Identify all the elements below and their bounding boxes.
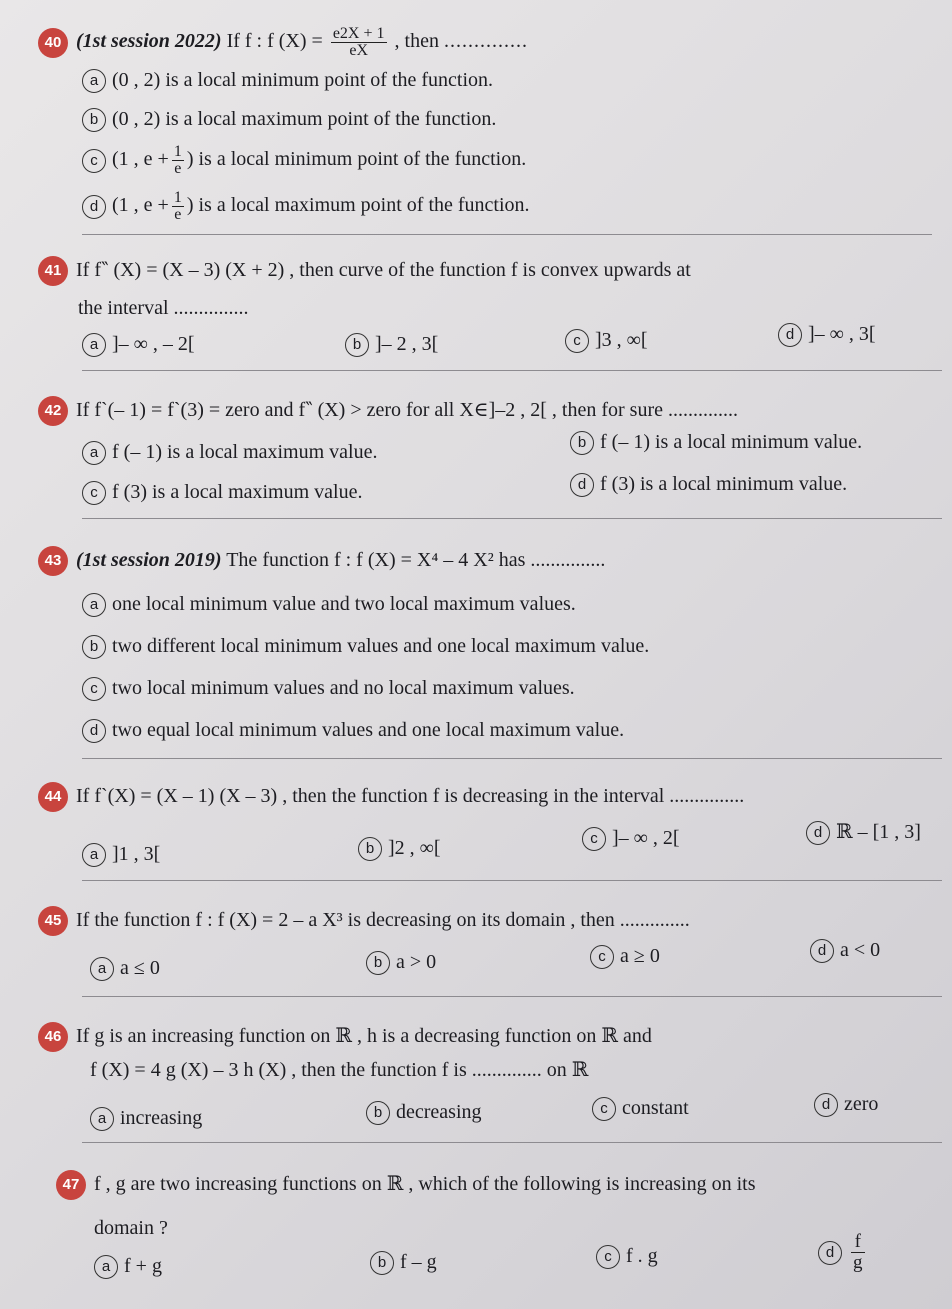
option-b[interactable]: b ]– 2 , 3[ (345, 330, 438, 358)
option-d[interactable]: d ]– ∞ , 3[ (778, 320, 876, 348)
question-number: 40 (38, 28, 68, 58)
option-c[interactable]: c a ≥ 0 (590, 942, 660, 970)
option-a[interactable]: a ]– ∞ , – 2[ (82, 330, 195, 358)
option-b[interactable]: b ]2 , ∞[ (358, 834, 441, 862)
question-40-stem: 40 (1st session 2022) If f : f (X) = $\frac{e2X + 1}{eX}$ , then .............. (38, 26, 528, 59)
option-d[interactable]: d ℝ – [1 , 3] (806, 818, 921, 846)
option-d[interactable]: d $\frac{f}{g}$ (818, 1232, 868, 1273)
option-b[interactable]: b f – g (370, 1248, 437, 1276)
option-d[interactable]: d f (3) is a local minimum value. (570, 470, 847, 498)
option-d[interactable]: d zero (814, 1090, 878, 1118)
option-b[interactable]: b a > 0 (366, 948, 436, 976)
question-number: 45 (38, 906, 68, 936)
option-c[interactable]: c (1 , e + $\frac{1}{e}$ ) is a local minimum point of the function. (82, 144, 526, 177)
fraction: $\frac{e2X + 1}{eX}$ (332, 25, 385, 59)
option-d[interactable]: d (1 , e + $\frac{1}{e}$ ) is a local maximum point of the function. (82, 190, 530, 223)
option-a[interactable]: a increasing (90, 1104, 202, 1132)
option-b[interactable]: b (0 , 2) is a local maximum point of the function. (82, 105, 496, 133)
question-number: 44 (38, 782, 68, 812)
question-47-stem: 47 f , g are two increasing functions on ℝ , which of the following is increasing on its (56, 1170, 755, 1200)
question-42-stem: 42 If f`(– 1) = f`(3) = zero and f‶ (X) > zero for all X∈]–2 , 2[ , then for sure .............. (38, 396, 738, 426)
option-b[interactable]: b f (– 1) is a local minimum value. (570, 428, 862, 456)
option-c[interactable]: c ]– ∞ , 2[ (582, 824, 680, 852)
divider (82, 518, 942, 519)
option-a[interactable]: a one local minimum value and two local maximum values. (82, 590, 576, 618)
option-c[interactable]: c f . g (596, 1242, 658, 1270)
question-41-stem: 41 If f‶ (X) = (X – 3) (X + 2) , then curve of the function f is convex upwards at (38, 256, 691, 286)
option-letter: a (82, 69, 106, 93)
divider (82, 370, 942, 371)
option-c[interactable]: c f (3) is a local maximum value. (82, 478, 362, 506)
question-number: 47 (56, 1170, 86, 1200)
option-c[interactable]: c constant (592, 1094, 689, 1122)
question-47-stem-line2: domain ? (94, 1217, 168, 1239)
question-44-stem: 44 If f`(X) = (X – 1) (X – 3) , then the function f is decreasing in the interval ............... (38, 782, 744, 812)
divider (82, 996, 942, 997)
option-d[interactable]: d two equal local minimum values and one local maximum value. (82, 716, 624, 744)
question-number: 42 (38, 396, 68, 426)
question-43-stem: 43 (1st session 2019) The function f : f (X) = X⁴ – 4 X² has ............... (38, 546, 605, 576)
option-a[interactable]: a f + g (94, 1252, 162, 1280)
question-45-stem: 45 If the function f : f (X) = 2 – a X³ is decreasing on its domain , then .............. (38, 906, 690, 936)
option-b[interactable]: b two different local minimum values and one local maximum value. (82, 632, 649, 660)
option-letter: b (82, 108, 106, 132)
divider (82, 1142, 942, 1143)
question-number: 41 (38, 256, 68, 286)
divider (82, 758, 942, 759)
question-number: 46 (38, 1022, 68, 1052)
question-46-stem-line2: f (X) = 4 g (X) – 3 h (X) , then the function f is .............. on ℝ (90, 1059, 589, 1081)
option-a[interactable]: a ]1 , 3[ (82, 840, 160, 868)
option-letter: c (82, 149, 106, 173)
option-c[interactable]: c two local minimum values and no local maximum values. (82, 674, 575, 702)
question-number: 43 (38, 546, 68, 576)
option-d[interactable]: d a < 0 (810, 936, 880, 964)
question-41-stem-line2: the interval ............... (78, 297, 249, 319)
divider (82, 880, 942, 881)
option-a[interactable]: a (0 , 2) is a local minimum point of the function. (82, 66, 493, 94)
option-a[interactable]: a a ≤ 0 (90, 954, 160, 982)
option-b[interactable]: b decreasing (366, 1098, 482, 1126)
option-c[interactable]: c ]3 , ∞[ (565, 326, 648, 354)
divider (82, 234, 932, 235)
option-a[interactable]: a f (– 1) is a local maximum value. (82, 438, 377, 466)
option-letter: d (82, 195, 106, 219)
question-46-stem: 46 If g is an increasing function on ℝ , h is a decreasing function on ℝ and (38, 1022, 652, 1052)
